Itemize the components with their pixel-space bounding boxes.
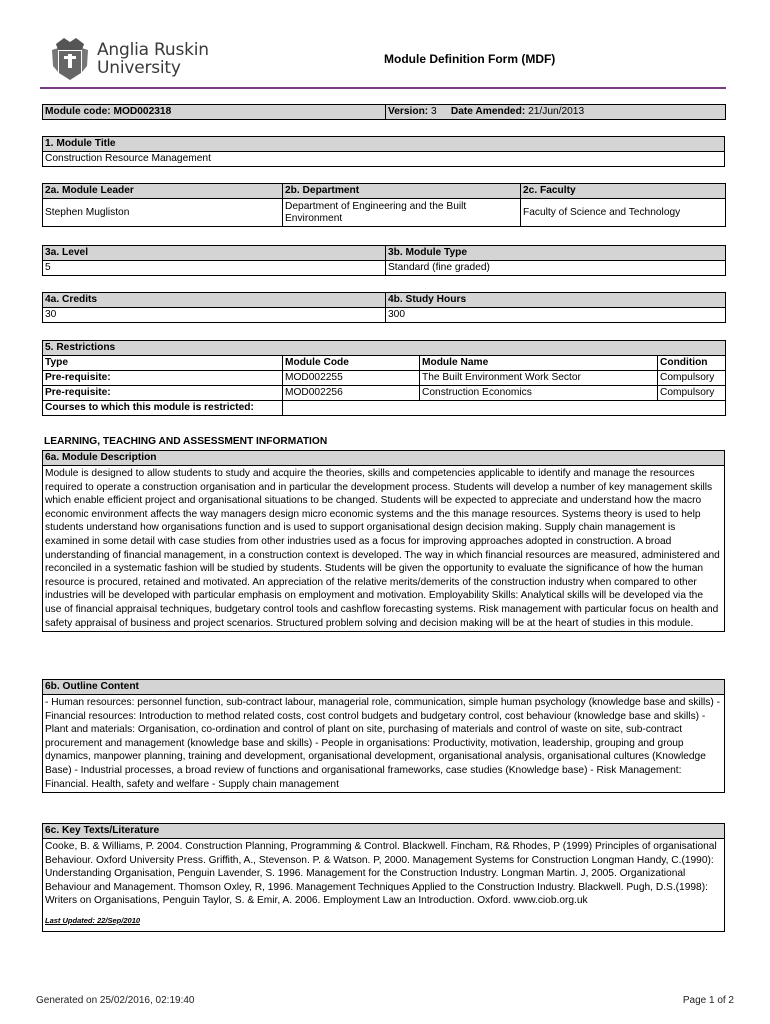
module-leader-value: Stephen Mugliston bbox=[43, 199, 283, 227]
module-code: Module code: MOD002318 bbox=[43, 105, 386, 120]
credits-table bbox=[42, 292, 726, 323]
university-logo bbox=[50, 36, 210, 86]
row-condition: Compulsory bbox=[658, 386, 726, 401]
university-name-line2: University bbox=[97, 58, 181, 78]
row-name: Construction Economics bbox=[420, 386, 658, 401]
table-row bbox=[43, 371, 726, 386]
col-condition: Condition bbox=[658, 356, 726, 371]
row-type: Pre-requisite: bbox=[43, 371, 283, 386]
module-type-heading: 3b. Module Type bbox=[386, 246, 726, 261]
date-amended-value: 21/Jun/2013 bbox=[528, 106, 585, 117]
module-title-table bbox=[42, 136, 725, 167]
row-condition: Compulsory bbox=[658, 371, 726, 386]
row-code: MOD002256 bbox=[283, 386, 420, 401]
courses-restricted-value bbox=[283, 401, 726, 416]
key-texts-table bbox=[42, 823, 725, 932]
module-title-heading: 1. Module Title bbox=[43, 137, 725, 152]
module-type-value: Standard (fine graded) bbox=[386, 261, 726, 276]
version-value: 3 bbox=[431, 106, 437, 117]
header-divider bbox=[40, 87, 726, 89]
department-heading: 2b. Department bbox=[283, 184, 521, 199]
key-texts-heading: 6c. Key Texts/Literature bbox=[43, 824, 725, 839]
study-hours-value: 300 bbox=[386, 308, 726, 323]
outline-content-heading: 6b. Outline Content bbox=[43, 680, 725, 695]
key-texts-text: Cooke, B. & Williams, P. 2004. Construction Planning, Programming & Control. Blackwell. Fincham, R& Rhodes, P (1999) Principles of organisational Behaviour. Oxford University Press. Griffith, A., Stevenson. P. & Watson. P, 2000. Management Systems for Construction Longman Handy, C.(1990): Understanding Organisation, Penguin Lavender, S. 1996. Management for the Construction Industry. Longman Martin. J, 2005. Organizational Behaviour and Management. Thomson Oxley, R, 1996. Management Techniques Applied to the Construction Industry. Blackwell. Pugh, D.S.(1998): Writers on Organisations, Penguin Taylor, S. & Emir, A. 2006. Employment Law an Introduction. Oxford. www.ciob.org.uk bbox=[45, 841, 717, 907]
credits-heading: 4a. Credits bbox=[43, 293, 386, 308]
version-date-cell bbox=[386, 105, 726, 120]
form-title: Module Definition Form (MDF) bbox=[384, 52, 556, 66]
module-meta-table bbox=[42, 104, 726, 120]
restrictions-table bbox=[42, 340, 726, 416]
version-label: Version: bbox=[388, 106, 429, 117]
study-hours-heading: 4b. Study Hours bbox=[386, 293, 726, 308]
university-name bbox=[97, 41, 209, 77]
leader-table bbox=[42, 183, 726, 227]
page-number: Page 1 of 2 bbox=[682, 995, 734, 1006]
row-type: Pre-requisite: bbox=[43, 386, 283, 401]
module-leader-heading: 2a. Module Leader bbox=[43, 184, 283, 199]
col-module-code: Module Code bbox=[283, 356, 420, 371]
department-value: Department of Engineering and the Built Environment bbox=[283, 199, 521, 227]
credits-value: 30 bbox=[43, 308, 386, 323]
generated-timestamp: Generated on 25/02/2016, 02:19:40 bbox=[36, 995, 195, 1006]
faculty-heading: 2c. Faculty bbox=[521, 184, 726, 199]
module-description-table bbox=[42, 450, 725, 632]
row-name: The Built Environment Work Sector bbox=[420, 371, 658, 386]
module-description-text: Module is designed to allow students to study and acquire the theories, skills and competencies applicable to identify and manage the resources required to operate a construction organisation and in particular the development process. Students will develop a number of key management skills which enable efficient project and organisational situations to be changed. Students will be expected to appreciate and understand how the macro economic environment affects the way managers design micro economic systems and the this manage resources. Systems theory is used to help students understand how organisations function and is used to support organisational design decision making. Supply chain management is examined in some detail with case studies from other industries used as a focus for improving approaches adopted in construction. A broad understanding of financial management, in a construction context is developed. The way in which financial resources are measured, administered and reconciled in a systematic fashion will be studied by students. Students will be given the opportunity to evaluate the significance of how the human resource is procured, retained and motivated. An appreciation of the relative merits/demerits of the construction industry when compared to other industries will be developed with particular emphasis on employment and motivation. Employability Skills: Analytical skills will be developed via the use of financial appraisal techniques, budgetary control tools and cashflow forecasting systems. Risk management with particular focus on health and safety appraisal of business and project scenarios. Structured problem solving and decision making will be at the heart of studies in this module. bbox=[43, 466, 725, 632]
module-description-heading: 6a. Module Description bbox=[43, 451, 725, 466]
outline-content-text: - Human resources: personnel function, sub-contract labour, managerial role, communication, simple human psychology (knowledge base and skills) - Financial resources: Introduction to method related costs, cost control budgets and budgetary control, cost behaviour (knowledge base and skills) - Plant and materials: Organisation, co-ordination and control of plant on site, purchasing of materials and control of waste on site, sub-contract procurement and management (knowledge base and skills) - People in organisations: Productivity, motivation, leadership, grouping and group dynamics, manpower planning, training and development, organisational development, organisational analysis, organisational cultures (Knowledge Base) - Industrial processes, a broad review of functions and organisational frameworks, case studies (Knowledge base) - Risk Management: Financial. Health, safety and welfare - Supply chain management bbox=[43, 695, 725, 793]
last-updated: Last Updated: 22/Sep/2010 bbox=[45, 915, 141, 925]
level-value: 5 bbox=[43, 261, 386, 276]
lta-heading: LEARNING, TEACHING AND ASSESSMENT INFORMATION bbox=[44, 436, 328, 447]
row-code: MOD002255 bbox=[283, 371, 420, 386]
key-texts-cell bbox=[43, 839, 725, 932]
module-title-value: Construction Resource Management bbox=[43, 152, 725, 167]
crest-icon bbox=[50, 36, 90, 82]
col-module-name: Module Name bbox=[420, 356, 658, 371]
faculty-value: Faculty of Science and Technology bbox=[521, 199, 726, 227]
date-amended-label: Date Amended: bbox=[450, 106, 526, 117]
outline-content-table bbox=[42, 679, 725, 793]
courses-restricted-label: Courses to which this module is restricted: bbox=[43, 401, 283, 416]
university-name-line1: Anglia Ruskin bbox=[97, 40, 209, 60]
col-type: Type bbox=[43, 356, 283, 371]
level-heading: 3a. Level bbox=[43, 246, 386, 261]
level-table bbox=[42, 245, 726, 276]
table-row bbox=[43, 386, 726, 401]
restrictions-heading: 5. Restrictions bbox=[43, 341, 726, 356]
